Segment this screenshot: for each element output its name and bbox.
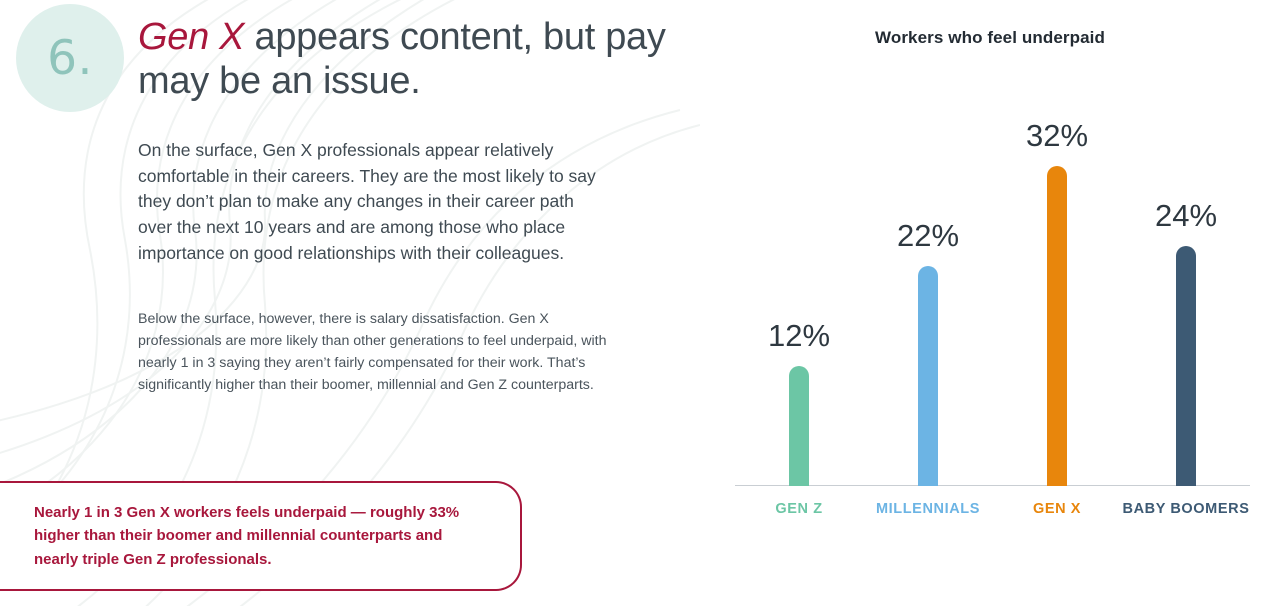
x-axis-label: BABY BOOMERS [1122, 501, 1250, 517]
callout-text: Nearly 1 in 3 Gen X workers feels underpaid — roughly 33% higher than their boomer and millennial counterparts and nearly triple Gen Z professionals. [34, 504, 460, 568]
x-axis-label: MILLENNIALS [875, 501, 981, 517]
page-title [138, 16, 678, 103]
bar-value-label: 24% [1154, 198, 1218, 233]
bar [1047, 166, 1067, 486]
chart-plot-area [735, 86, 1250, 486]
x-axis-label: GEN X [1032, 501, 1082, 517]
bar [789, 366, 809, 486]
body-paragraph-primary: On the surface, Gen X professionals appear relatively comfortable in their careers. They are the most likely to say they don’t plan to make any changes in their career path over the next 10 years and are among those who place importance on good relationships with their colleagues. [138, 140, 596, 263]
bar-value-label: 12% [767, 318, 831, 353]
headline-emphasis: Gen X [138, 16, 245, 58]
bar-group [864, 86, 992, 486]
chart-title: Workers who feel underpaid [875, 28, 1105, 47]
body-paragraph-secondary: Below the surface, however, there is salary dissatisfaction. Gen X professionals are more likely than other generations to feel underpaid, with nearly 1 in 3 saying they aren’t fairly compensated for their work. That’s significantly higher than their boomer, millennial and Gen Z counterparts. [138, 311, 607, 393]
bar-group [993, 86, 1121, 486]
callout-box [0, 481, 522, 591]
bar [1176, 246, 1196, 486]
section-number: 6. [47, 30, 93, 86]
x-axis-label: GEN Z [775, 501, 823, 517]
chart-x-labels [735, 500, 1250, 560]
bar [918, 266, 938, 486]
bar-value-label: 22% [896, 218, 960, 253]
chart-panel [700, 0, 1280, 606]
bar-group [735, 86, 863, 486]
headline-rest: appears content, but pay may be an issue. [138, 16, 666, 102]
section-number-badge [16, 4, 124, 112]
bar-value-label: 32% [1025, 118, 1089, 153]
bar-group [1122, 86, 1250, 486]
